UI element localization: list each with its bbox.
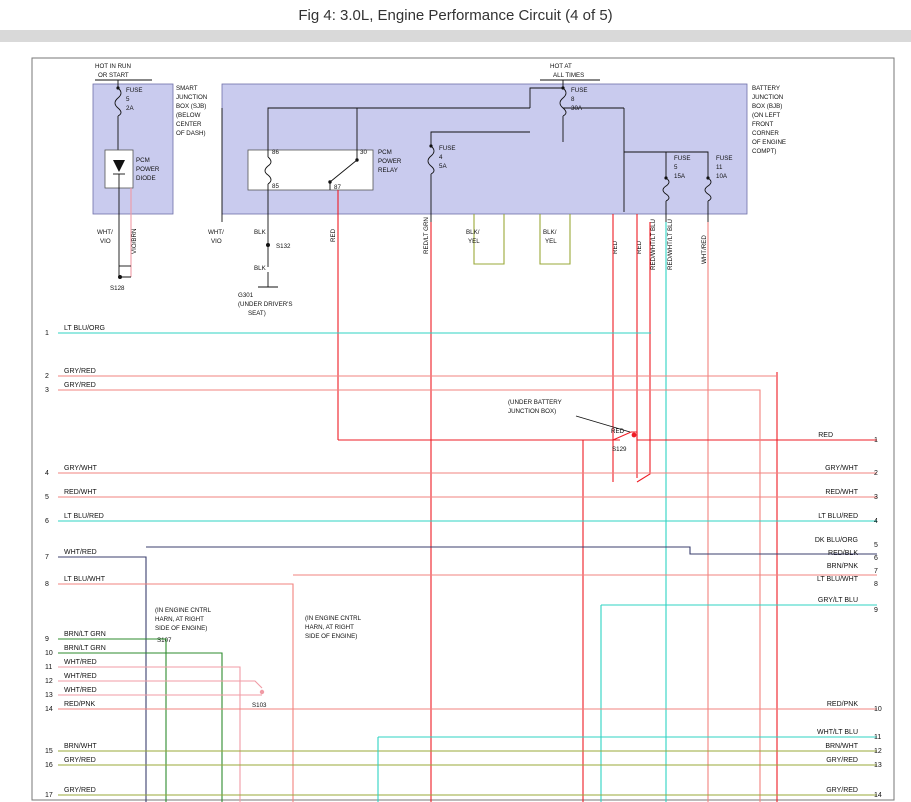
- left-row-num-3: 3: [45, 387, 49, 394]
- right-row-num-6: 6: [874, 555, 878, 562]
- label-blk-2: BLK: [254, 265, 266, 272]
- svg-text:5A: 5A: [439, 163, 447, 170]
- right-row-label-9: GRY/LT BLU: [817, 597, 858, 604]
- right-row-label-12: BRN/WHT: [825, 743, 858, 750]
- svg-text:FRONT: FRONT: [752, 121, 774, 128]
- wire-red-to-right-1: [613, 432, 877, 440]
- navy-upper-run: [146, 547, 877, 554]
- label-red-s129: RED: [611, 428, 625, 435]
- left-row-num-15: 15: [45, 748, 53, 755]
- left-row-label-15: BRN/WHT: [64, 743, 97, 750]
- label-blk-1: BLK: [254, 229, 266, 236]
- page-title: Fig 4: 3.0L, Engine Performance Circuit (4 of 5): [298, 6, 613, 24]
- right-row-num-13: 13: [874, 762, 882, 769]
- label-red-3: RED: [636, 240, 643, 254]
- right-row-num-7: 7: [874, 568, 878, 575]
- right-row-num-1: 1: [874, 437, 878, 444]
- left-row-label-8: LT BLU/WHT: [64, 576, 105, 583]
- note-s107: [155, 607, 212, 632]
- right-row-label-8: LT BLU/WHT: [817, 576, 858, 583]
- left-row-num-1: 1: [45, 330, 49, 337]
- s103-dot: [260, 690, 264, 694]
- svg-text:SIDE OF ENGINE): SIDE OF ENGINE): [305, 633, 358, 640]
- note-under-bjb: [508, 399, 562, 415]
- note-leader-line: [576, 416, 630, 432]
- left-row-label-4: GRY/WHT: [64, 465, 97, 472]
- svg-text:PCM: PCM: [136, 157, 150, 164]
- right-row-num-2: 2: [874, 470, 878, 477]
- left-row-label-13: WHT/RED: [64, 687, 97, 694]
- right-row-num-3: 3: [874, 494, 878, 501]
- left-row-label-6: LT BLU/RED: [64, 513, 104, 520]
- left-row-num-6: 6: [45, 518, 49, 525]
- right-row-num-14: 14: [874, 792, 882, 799]
- svg-text:BOX (SJB): BOX (SJB): [176, 103, 207, 110]
- left-row-label-10: BRN/LT GRN: [64, 645, 106, 652]
- svg-text:WHT/: WHT/: [97, 229, 113, 236]
- ground-g301-label: [238, 292, 292, 317]
- left-row-num-16: 16: [45, 762, 53, 769]
- right-row-label-7: BRN/PNK: [826, 563, 858, 570]
- svg-text:4: 4: [439, 154, 443, 161]
- svg-text:BLK/: BLK/: [466, 229, 480, 236]
- svg-text:FUSE: FUSE: [674, 155, 691, 162]
- right-row-num-10: 10: [874, 706, 882, 713]
- svg-text:(ON LEFT: (ON LEFT: [752, 112, 781, 119]
- wiring-diagram-svg: [0, 42, 911, 802]
- svg-text:VIO: VIO: [211, 238, 222, 245]
- bjb-box: [222, 84, 747, 214]
- sjb-label: [176, 85, 207, 137]
- s129-dot: [632, 433, 637, 438]
- left-row-label-1: LT BLU/ORG: [64, 325, 105, 332]
- svg-text:OF ENGINE: OF ENGINE: [752, 139, 787, 146]
- svg-text:DIODE: DIODE: [136, 175, 156, 182]
- label-wht-vio-2: [208, 229, 224, 245]
- svg-text:SMART: SMART: [176, 85, 198, 92]
- label-blk-yel-2: [543, 229, 557, 245]
- svg-text:HOT IN RUN: HOT IN RUN: [95, 63, 131, 70]
- left-row-num-10: 10: [45, 650, 53, 657]
- hot-at-all-times-label: [550, 63, 584, 79]
- right-row-num-9: 9: [874, 607, 878, 614]
- label-red-lt-grn: RED/LT GRN: [423, 217, 430, 254]
- wire-red-fuse5: [637, 222, 650, 482]
- left-row-num-14: 14: [45, 706, 53, 713]
- svg-text:10A: 10A: [716, 173, 728, 180]
- svg-text:POWER: POWER: [136, 166, 160, 173]
- svg-text:15A: 15A: [674, 173, 686, 180]
- left-row-num-4: 4: [45, 470, 49, 477]
- svg-text:5: 5: [674, 164, 678, 171]
- left-row-label-17: GRY/RED: [64, 787, 96, 794]
- left-row-label-2: GRY/RED: [64, 368, 96, 375]
- figure-title-bar: [0, 0, 911, 30]
- svg-text:FUSE: FUSE: [126, 87, 143, 94]
- note-s103: [305, 615, 362, 640]
- svg-text:SEAT): SEAT): [248, 310, 266, 317]
- left-row-num-17: 17: [45, 792, 53, 799]
- svg-text:HARN, AT RIGHT: HARN, AT RIGHT: [155, 616, 204, 623]
- right-row-label-13: GRY/RED: [826, 757, 858, 764]
- bjb-label: [752, 85, 786, 155]
- right-row-label-5: DK BLU/ORG: [814, 537, 858, 544]
- svg-text:(IN ENGINE CNTRL: (IN ENGINE CNTRL: [305, 615, 362, 622]
- svg-text:2A: 2A: [126, 105, 134, 112]
- title-divider: [0, 30, 911, 42]
- right-row-label-11: WHT/LT BLU: [817, 729, 858, 736]
- right-row-num-11: 11: [874, 734, 882, 741]
- svg-text:VIO: VIO: [100, 238, 111, 245]
- svg-text:FUSE: FUSE: [571, 87, 588, 94]
- svg-text:CORNER: CORNER: [752, 130, 779, 137]
- left-row-label-5: RED/WHT: [64, 489, 97, 496]
- svg-text:RELAY: RELAY: [378, 167, 398, 174]
- svg-text:CENTER: CENTER: [176, 121, 202, 128]
- label-red-wht-lt-blu-2: RED/WHT/LT BLU: [667, 219, 674, 270]
- svg-text:(BELOW: (BELOW: [176, 112, 201, 119]
- label-red-1: RED: [330, 228, 337, 242]
- splice-s128-label: S128: [110, 285, 125, 292]
- right-row-label-14: GRY/RED: [826, 787, 858, 794]
- right-row-label-4: LT BLU/RED: [818, 513, 858, 520]
- wiring-diagram-canvas: [0, 42, 911, 802]
- left-row-label-16: GRY/RED: [64, 757, 96, 764]
- label-red-wht-lt-blu-1: RED/WHT/LT BLU: [650, 219, 657, 270]
- svg-text:HOT AT: HOT AT: [550, 63, 572, 70]
- left-row-label-7: WHT/RED: [64, 549, 97, 556]
- right-row-label-6: RED/BLK: [828, 550, 858, 557]
- left-row-label-11: WHT/RED: [64, 659, 97, 666]
- svg-text:OR START: OR START: [98, 72, 129, 79]
- svg-text:G301: G301: [238, 292, 254, 299]
- svg-text:30: 30: [360, 149, 367, 156]
- left-row-label-12: WHT/RED: [64, 673, 97, 680]
- splice-s132-label: S132: [276, 243, 291, 250]
- svg-text:86: 86: [272, 149, 279, 156]
- label-red-2: RED: [612, 240, 619, 254]
- svg-text:JUNCTION BOX): JUNCTION BOX): [508, 408, 557, 415]
- svg-text:OF DASH): OF DASH): [176, 130, 206, 137]
- svg-text:HARN, AT RIGHT: HARN, AT RIGHT: [305, 624, 354, 631]
- label-blk-yel-1: [466, 229, 480, 245]
- label-vio-brn: VIO/BRN: [131, 228, 138, 254]
- right-row-label-1: RED: [818, 432, 833, 439]
- left-row-num-11: 11: [45, 664, 53, 671]
- left-row-num-9: 9: [45, 636, 49, 643]
- svg-text:30A: 30A: [571, 105, 583, 112]
- right-row-num-8: 8: [874, 581, 878, 588]
- svg-text:JUNCTION: JUNCTION: [176, 94, 208, 101]
- label-wht-red-vert: WHT/RED: [701, 235, 708, 264]
- splice-s107-label: S107: [157, 637, 172, 644]
- left-row-num-5: 5: [45, 494, 49, 501]
- svg-text:BLK/: BLK/: [543, 229, 557, 236]
- splice-s103-label: S103: [252, 702, 267, 709]
- left-row-num-7: 7: [45, 554, 49, 561]
- svg-text:YEL: YEL: [468, 238, 480, 245]
- svg-text:87: 87: [334, 184, 341, 191]
- right-row-num-5: 5: [874, 542, 878, 549]
- splice-s129-label: S129: [612, 446, 627, 453]
- svg-text:FUSE: FUSE: [716, 155, 733, 162]
- svg-text:BOX (BJB): BOX (BJB): [752, 103, 783, 110]
- svg-text:POWER: POWER: [378, 158, 402, 165]
- svg-text:5: 5: [126, 96, 130, 103]
- svg-text:8: 8: [571, 96, 575, 103]
- left-row-num-12: 12: [45, 678, 53, 685]
- svg-text:11: 11: [716, 164, 723, 171]
- sjb-box: [93, 84, 173, 214]
- right-row-label-2: GRY/WHT: [825, 465, 858, 472]
- label-wht-vio-1: [97, 229, 113, 245]
- svg-text:SIDE OF ENGINE): SIDE OF ENGINE): [155, 625, 208, 632]
- svg-text:COMPT): COMPT): [752, 148, 777, 155]
- left-row-num-8: 8: [45, 581, 49, 588]
- left-row-label-3: GRY/RED: [64, 382, 96, 389]
- svg-text:(UNDER BATTERY: (UNDER BATTERY: [508, 399, 562, 406]
- hot-in-run-label: [95, 63, 131, 79]
- left-row-num-2: 2: [45, 373, 49, 380]
- left-row-label-14: RED/PNK: [64, 701, 96, 708]
- left-row-num-13: 13: [45, 692, 53, 699]
- svg-text:85: 85: [272, 183, 279, 190]
- svg-text:(IN ENGINE CNTRL: (IN ENGINE CNTRL: [155, 607, 212, 614]
- svg-text:PCM: PCM: [378, 149, 392, 156]
- svg-text:JUNCTION: JUNCTION: [752, 94, 784, 101]
- right-row-label-3: RED/WHT: [825, 489, 858, 496]
- svg-text:(UNDER DRIVER'S: (UNDER DRIVER'S: [238, 301, 293, 308]
- left-wire-3: [58, 390, 760, 802]
- svg-text:WHT/: WHT/: [208, 229, 224, 236]
- left-row-label-9: BRN/LT GRN: [64, 631, 106, 638]
- right-row-num-4: 4: [874, 518, 878, 525]
- svg-text:BATTERY: BATTERY: [752, 85, 780, 92]
- svg-text:YEL: YEL: [545, 238, 557, 245]
- right-row-num-12: 12: [874, 748, 882, 755]
- svg-text:FUSE: FUSE: [439, 145, 456, 152]
- svg-text:ALL TIMES: ALL TIMES: [553, 72, 585, 79]
- right-row-label-10: RED/PNK: [826, 701, 858, 708]
